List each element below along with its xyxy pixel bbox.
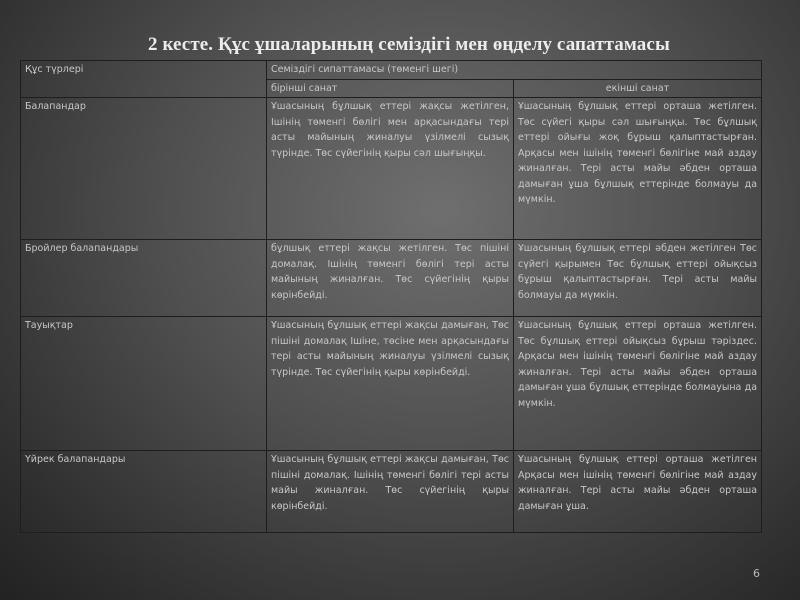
table-row [21, 317, 762, 451]
header-first-category: бірінші санат [267, 79, 514, 98]
row-poultry-type: Үйрек балапандары [21, 451, 267, 533]
fatness-table [20, 60, 762, 533]
header-fatness-group: Семіздігі сипаттамасы (төменгі шегі) [267, 61, 762, 80]
row-poultry-type: Балапандар [21, 98, 267, 240]
slide-title: 2 кесте. Құс ұшаларының семіздігі мен өңделу сапаттамасы [148, 34, 670, 55]
header-poultry-types: Құс түрлері [21, 61, 267, 98]
row-first-category: Ұшасының бұлшық еттері жақсы дамыған, Төс пішіні домалақ. Ішінің төменгі бөлігі тері асты майы жиналған. Төс сүйегінің қыры көрінбейді. [267, 451, 514, 533]
table-row [21, 240, 762, 317]
row-second-category: Ұшасының бұлшық еттері орташа жетілген. Төс сүйегі қыры сәл шығыңқы. Төс бұлшық еттері ойығы жоқ бұрыш қалыптастырған. Арқасы мен ішінің төменгі бөлігіне май аздау жиналған. Тері асты майы әбден орташа дамыған ұша бұлшық еттерінде болмауы да мүмкін. [514, 98, 762, 240]
table-row [21, 98, 762, 240]
row-poultry-type: Бройлер балапандары [21, 240, 267, 317]
row-second-category: Ұшасының бұлшық еттері әбден жетілген Төс сүйегі қырымен Төс бұлшық еттері ойықсыз бұрыш қалыптастырған. Тері асты майы болмауы да мүмкін. [514, 240, 762, 317]
row-second-category: Ұшасының бұлшық еттері орташа жетілген Арқасы мен ішінің төменгі бөлігіне май аздау жиналған. Тері асты майы әбден орташа дамыған ұша. [514, 451, 762, 533]
row-second-category: Ұшасының бұлшық еттері орташа жетілген. Төс бұлшық еттері ойықсыз бұрыш тәріздес. Арқасы мен ішінің төменгі бөлігіне май аздау жиналған. Тері асты майы әбден орташа дамыған ұша бұлшық еттерінде болмауына да мүмкін. [514, 317, 762, 451]
row-first-category: Ұшасының бұлшық еттері жақсы дамыған, Төс пішіні домалақ Ішіне, төсіне мен арқасындағы тері асты майының жиналуы үзілмелі сызық түрінде. Төс сүйегінің қыры көрінбейді. [267, 317, 514, 451]
page-number: 6 [753, 567, 760, 580]
header-second-category: екінші санат [514, 79, 762, 98]
table-header-row [21, 61, 762, 80]
row-poultry-type: Тауықтар [21, 317, 267, 451]
row-first-category: бұлшық еттері жақсы жетілген. Төс пішіні домалақ. Ішінің төменгі бөлігі тері асты майының жиналған. Төс сүйегінің қыры көрінбейді. [267, 240, 514, 317]
row-first-category: Ұшасының бұлшық еттері жақсы жетілген, Ішінің төменгі бөлігі мен арқасындағы тері асты майының жиналуы үзілмелі сызық түрінде. Төс сүйегінің қыры сәл шығыңқы. [267, 98, 514, 240]
table-row [21, 451, 762, 533]
